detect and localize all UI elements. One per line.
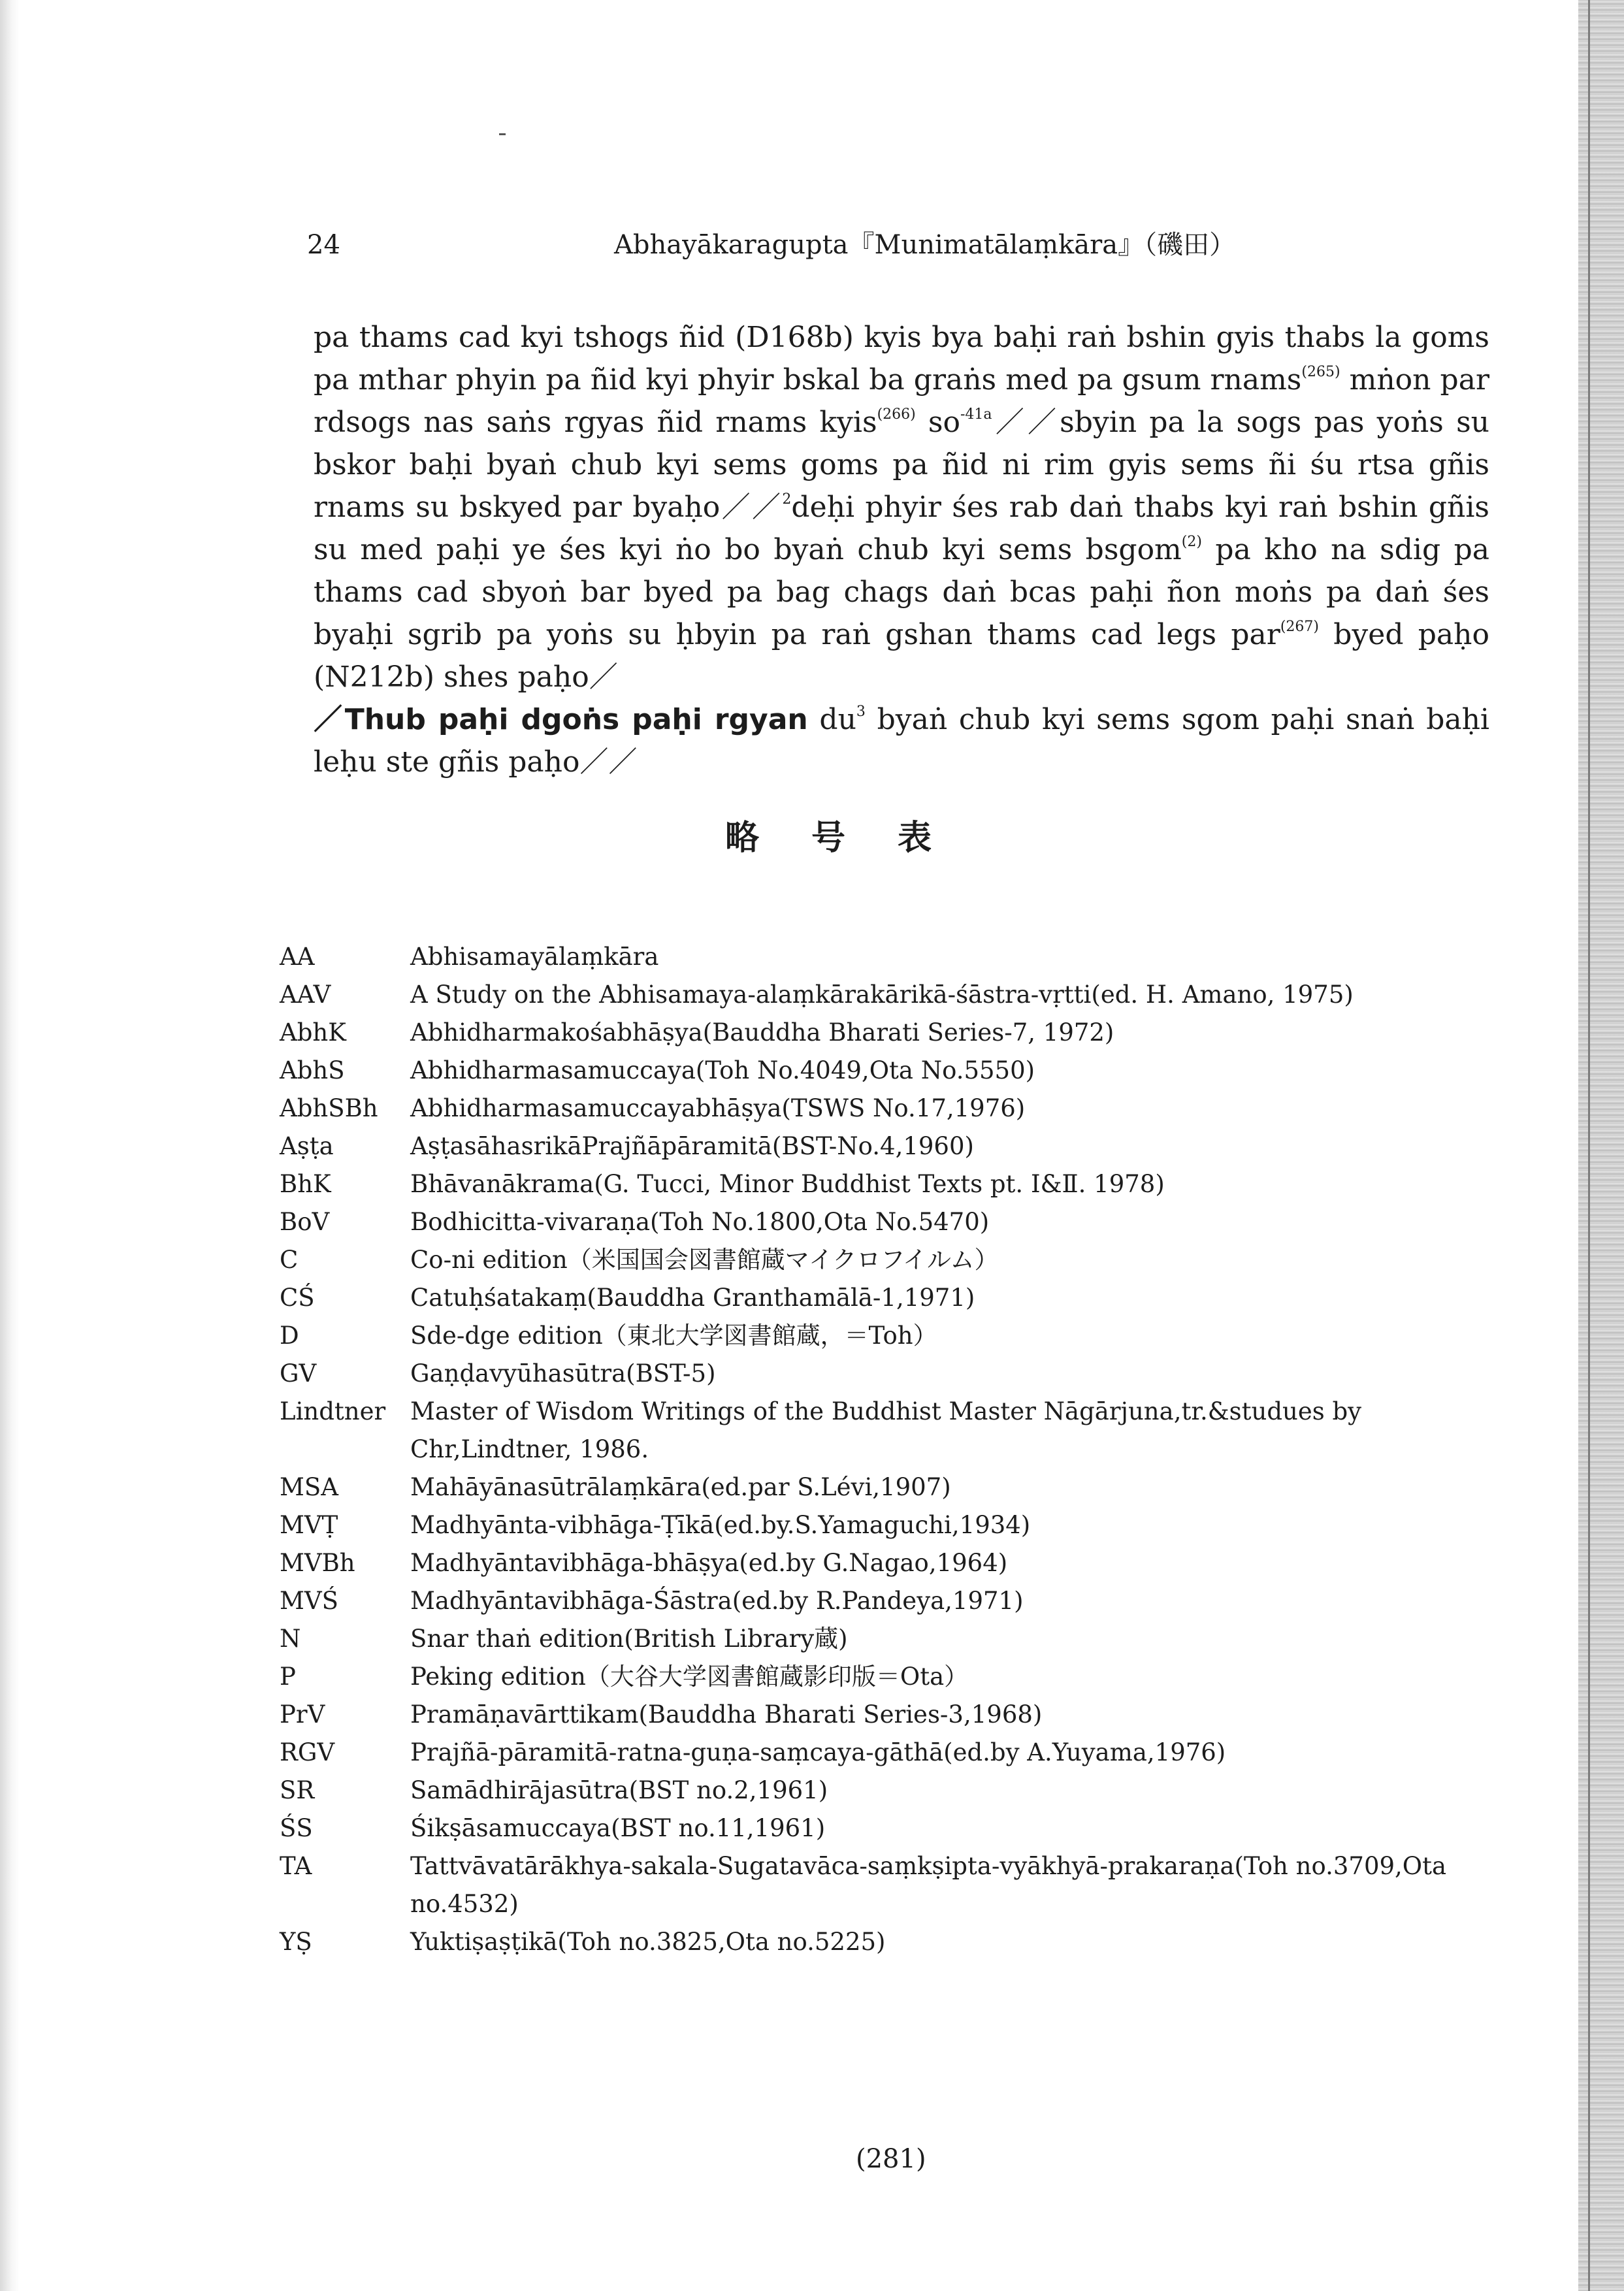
abbr-expansion: Prajñā-pāramitā-ratna-guṇa-saṃcaya-gāthā(ed.by A.Yuyama,1976) (410, 1738, 1226, 1766)
abbr-code: AA (280, 943, 315, 971)
stray-mark (499, 133, 506, 135)
abbr-expansion: Co-ni edition（米国国会図書館蔵マイクロフイルム） (410, 1246, 999, 1274)
table-row (280, 1544, 1495, 1582)
abbr-code: MVṬ (280, 1511, 338, 1539)
abbr-code: P (280, 1663, 296, 1691)
table-row (280, 1772, 1495, 1810)
text-segment: byaṅ chub kyi sems sgom paḥi snaṅ baḥi leḥu ste gñis paḥo／／ (314, 703, 1489, 779)
page-footer (856, 2139, 986, 2179)
text-segment: deḥi phyir śes rab daṅ thabs kyi raṅ bshin gñis su med paḥi ye śes kyi ṅo bo byaṅ chub kyi sems bsgom (314, 491, 1490, 566)
abbr-expansion: Bodhicitta-vivaraṇa(Toh No.1800,Ota No.5470) (410, 1208, 990, 1236)
table-row (280, 1355, 1495, 1393)
table-row (280, 1506, 1495, 1544)
table-row (280, 1090, 1495, 1128)
abbr-code: PrV (280, 1700, 325, 1729)
table-row (280, 1734, 1495, 1772)
scan-shadow-left (0, 0, 20, 2291)
chapter-title-phrase: ／Thub paḥi dgoṅs paḥi rgyan (314, 703, 808, 736)
table-row (280, 1279, 1495, 1317)
table-row (280, 976, 1495, 1014)
table-row (280, 1014, 1495, 1052)
abbr-expansion: Master of Wisdom Writings of the Buddhist Master Nāgārjuna,tr.&studues by Chr,Lindtner, 1986. (410, 1397, 1362, 1463)
abbreviations-heading: 略号表 (725, 819, 984, 858)
footnote-ref: 2 (782, 491, 792, 508)
abbr-code: BhK (280, 1170, 331, 1198)
table-row (280, 1203, 1495, 1241)
table-row (280, 1582, 1495, 1620)
abbr-expansion: Sde-dge edition（東北大学図書館蔵，＝Toh） (410, 1322, 937, 1350)
abbr-code: YṢ (280, 1928, 312, 1956)
abbr-expansion: A Study on the Abhisamaya-alaṃkārakārikā-śāstra-vṛtti(ed. H. Amano, 1975) (410, 981, 1354, 1009)
abbr-code: TA (280, 1852, 312, 1880)
scan-binding-edge (1578, 0, 1624, 2291)
table-row (280, 1847, 1495, 1923)
abbreviations-table (280, 938, 1495, 1961)
footnote-ref: 3 (856, 704, 866, 720)
table-row (280, 938, 1495, 976)
table-row (280, 1052, 1495, 1090)
abbr-code: MSA (280, 1473, 338, 1501)
abbr-expansion: Catuḥśatakaṃ(Bauddha Granthamālā-1,1971) (410, 1284, 975, 1312)
abbr-code: D (280, 1322, 299, 1350)
footnote-ref: (266) (877, 406, 916, 423)
abbr-expansion: Tattvāvatārākhya-sakala-Sugatavāca-saṃkṣipta-vyākhyā-prakaraṇa(Toh no.3709,Ota no.4532) (410, 1852, 1447, 1918)
abbr-code: Lindtner (280, 1397, 386, 1425)
footnote-ref: (267) (1280, 619, 1319, 635)
abbr-code: Aṣṭa (280, 1132, 334, 1160)
abbr-expansion: Samādhirājasūtra(BST no.2,1961) (410, 1776, 828, 1804)
abbr-expansion: Bhāvanākrama(G. Tucci, Minor Buddhist Texts pt. Ⅰ&Ⅱ. 1978) (410, 1170, 1165, 1198)
table-row (280, 1317, 1495, 1355)
abbr-code: AbhSBh (280, 1094, 378, 1122)
abbr-expansion: Gaṇḍavyūhasūtra(BST-5) (410, 1359, 716, 1388)
abbr-expansion: Madhyāntavibhāga-bhāṣya(ed.by G.Nagao,1964) (410, 1549, 1008, 1577)
abbr-expansion: Śikṣāsamuccaya(BST no.11,1961) (410, 1814, 826, 1842)
abbr-code: CŚ (280, 1284, 315, 1312)
table-row (280, 1923, 1495, 1961)
abbr-code: C (280, 1246, 299, 1274)
text-segment: ／／sbyin pa la sogs pas yoṅs su bskor baḥi byaṅ chub kyi sems goms pa ñid ni rim gyis sems ñi śu rtsa gñis rnams su bskyed par byaḥo／／ (314, 406, 1489, 524)
original-page-number: (281) (856, 2144, 926, 2174)
text-segment: du (807, 703, 856, 736)
text-segment: pa kho na sdig pa thams cad sbyoṅ bar byed pa bag chags daṅ bcas paḥi ñon moṅs pa daṅ śes byaḥi sgrib pa yoṅs su ḥbyin pa raṅ gshan thams cad legs par (314, 533, 1489, 651)
table-row (280, 1393, 1495, 1469)
page-header (307, 225, 1496, 265)
footnote-ref: (2) (1181, 534, 1202, 550)
abbr-expansion: Abhidharmasamuccayabhāṣya(TSWS No.17,1976) (410, 1094, 1026, 1122)
text-segment: pa thams cad kyi tshogs ñid (D168b) kyis bya baḥi raṅ bshin gyis thabs la goms pa mthar phyin pa ñid kyi phyir bskal ba graṅs med pa gsum rnams (314, 321, 1489, 397)
abbr-code: ŚS (280, 1814, 313, 1842)
abbr-expansion: AṣṭasāhasrikāPrajñāpāramitā(BST-No.4,1960) (410, 1132, 974, 1160)
table-row (280, 1469, 1495, 1506)
table-row (280, 1810, 1495, 1847)
table-row (280, 1165, 1495, 1203)
abbr-code: MVŚ (280, 1587, 338, 1615)
abbr-code: AAV (280, 981, 331, 1009)
tibetan-text-block (314, 316, 1489, 783)
scan-edge-line (1588, 0, 1590, 2291)
abbr-expansion: Peking edition（大谷大学図書館蔵影印版＝Ota） (410, 1663, 969, 1691)
running-title: Abhayākaragupta『Munimatālaṃkāra』（磯田） (614, 230, 1236, 260)
abbr-code: BoV (280, 1208, 330, 1236)
abbr-code: AbhK (280, 1018, 346, 1047)
abbr-code: GV (280, 1359, 317, 1388)
abbr-expansion: Snar thaṅ edition(British Library蔵) (410, 1625, 848, 1653)
table-row (280, 1696, 1495, 1734)
abbr-code: RGV (280, 1738, 335, 1766)
table-row (280, 1658, 1495, 1696)
abbr-expansion: Madhyāntavibhāga-Śāstra(ed.by R.Pandeya,1971) (410, 1587, 1024, 1615)
abbr-expansion: Pramāṇavārttikam(Bauddha Bharati Series-3,1968) (410, 1700, 1043, 1729)
text-segment: byed paḥo (N212b) shes paḥo／ (314, 618, 1489, 694)
abbr-code: SR (280, 1776, 315, 1804)
abbr-code: N (280, 1625, 301, 1653)
folio-ref: -41a (960, 406, 992, 423)
body-paragraph (314, 316, 1489, 783)
abbr-expansion: Mahāyānasūtrālaṃkāra(ed.par S.Lévi,1907) (410, 1473, 951, 1501)
abbr-expansion: Abhidharmasamuccaya(Toh No.4049,Ota No.5550) (410, 1056, 1035, 1084)
abbr-expansion: Madhyānta-vibhāga-Ṭīkā(ed.by.S.Yamaguchi,1934) (410, 1511, 1031, 1539)
table-row (280, 1128, 1495, 1165)
page-number: 24 (307, 230, 340, 260)
table-row (280, 1241, 1495, 1279)
table-row (280, 1620, 1495, 1658)
abbr-expansion: Abhisamayālaṃkāra (410, 943, 659, 971)
abbr-code: MVBh (280, 1549, 355, 1577)
text-segment: mṅon par rdsogs nas saṅs rgyas ñid rnams kyis (314, 363, 1489, 439)
abbr-code: AbhS (280, 1056, 345, 1084)
abbr-expansion: Abhidharmakośabhāṣya(Bauddha Bharati Series-7, 1972) (410, 1018, 1114, 1047)
text-segment: so (915, 406, 960, 439)
footnote-ref: (265) (1301, 364, 1340, 380)
abbr-expansion: Yuktiṣaṣṭikā(Toh no.3825,Ota no.5225) (410, 1928, 886, 1956)
